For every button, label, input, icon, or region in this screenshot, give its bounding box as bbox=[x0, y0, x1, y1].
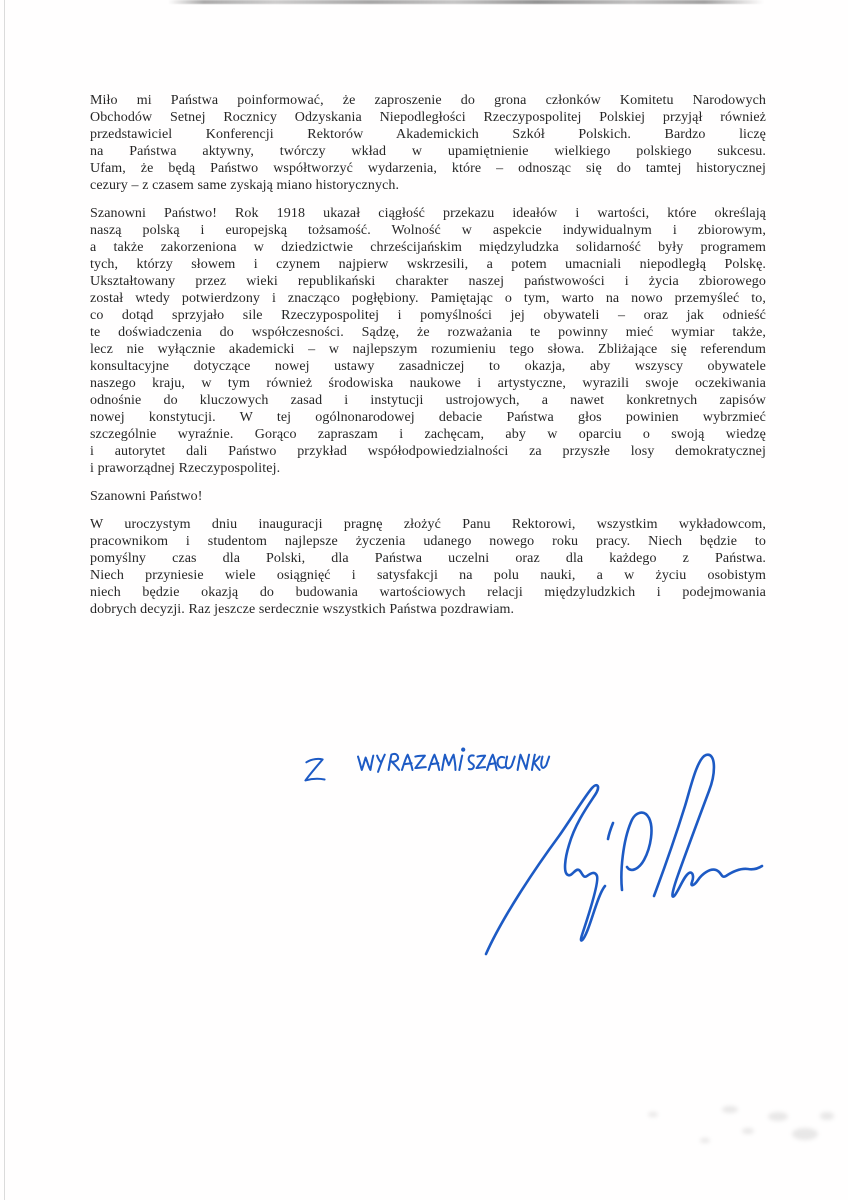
letter-body bbox=[90, 92, 766, 629]
text-line: Miło mi Państwa poinformować, że zaproszenie do grona członków Komitetu Narodowych bbox=[90, 93, 766, 108]
scan-smudge bbox=[700, 1138, 710, 1143]
text-line: konsultacyjne dotyczące nowej ustawy zasadniczej to okazja, aby wszyscy obywatele bbox=[90, 359, 766, 374]
scan-smudge bbox=[792, 1128, 818, 1140]
text-line: pomyślny czas dla Polski, dla Państwa uczelni oraz dla każdego z Państwa. bbox=[90, 551, 766, 566]
scan-left-edge-artifact bbox=[4, 0, 5, 1200]
paragraph-1 bbox=[90, 92, 766, 194]
text-line: Niech przyniesie wiele osiągnięć i satysfakcji na polu nauki, a w życiu osobistym bbox=[90, 568, 766, 583]
text-line: W uroczystym dniu inauguracji pragnę złożyć Panu Rektorowi, wszystkim wykładowcom, bbox=[90, 517, 766, 532]
text-line: pracownikom i studentom najlepsze życzenia udanego nowego roku pracy. Niech będzie to bbox=[90, 534, 766, 549]
salutation bbox=[90, 488, 766, 505]
text-line: został wtedy potwierdzony i znacząco pogłębiony. Pamiętając o tym, warto na nowo przemyśleć to, bbox=[90, 291, 766, 306]
text-line: nowej konstytucji. W tej ogólnonarodowej debacie Państwa głos powinien wybrzmieć bbox=[90, 410, 766, 425]
scan-smudge bbox=[768, 1112, 788, 1121]
scan-top-streak-artifact bbox=[168, 0, 764, 4]
text-line: te doświadczenia do współczesności. Sądzę, że rozważania te powinny mieć wymiar także, bbox=[90, 325, 766, 340]
text-line: na Państwa aktywny, twórczy wkład w upamiętnienie wielkiego polskiego sukcesu. bbox=[90, 144, 766, 159]
signature bbox=[458, 742, 770, 994]
text-line: przedstawiciel Konferencji Rektorów Akademickich Szkół Polskich. Bardzo liczę bbox=[90, 127, 766, 142]
text-line: lecz nie wyłącznie akademicki – w najlepszym rozumieniu tego słowa. Zbliżające się referendum bbox=[90, 342, 766, 357]
paragraph-3 bbox=[90, 516, 766, 618]
text-line: dobrych decyzji. Raz jeszcze serdecznie wszystkich Państwa pozdrawiam. bbox=[90, 602, 515, 617]
text-line: Ukształtowany przez wieki republikański charakter naszej państwowości i życia zbiorowego bbox=[90, 274, 766, 289]
text-line: a także zakorzeniona w dziedzictwie chrześcijańskim międzyludzka solidarność były programem bbox=[90, 240, 766, 255]
scan-smudge bbox=[742, 1128, 754, 1134]
text-line: Szanowni Państwo! Rok 1918 ukazał ciągłość przekazu ideałów i wartości, które określają bbox=[90, 206, 766, 221]
text-line: odnośnie do kluczowych zasad i instytucji ustrojowych, a nawet konkretnych zapisów bbox=[90, 393, 766, 408]
text-line: tych, którzy słowem i czynem najpierw wskrzesili, a potem umacniali niepodległą Polskę. bbox=[90, 257, 766, 272]
scan-smudge bbox=[820, 1112, 834, 1120]
text-line: szczególnie wyraźnie. Gorąco zapraszam i zachęcam, aby w oparciu o swoją wiedzę bbox=[90, 427, 766, 442]
text-line: Obchodów Setnej Rocznicy Odzyskania Niepodległości Rzeczypospolitej Polskiej przyjął również bbox=[90, 110, 766, 125]
signature-ink bbox=[486, 755, 762, 954]
scan-smudge bbox=[648, 1112, 658, 1117]
text-line: naszego kraju, w tym również środowiska naukowe i artystyczne, wyrazili swoje oczekiwania bbox=[90, 376, 766, 391]
text-line: cezury – z czasem same zyskają miano historycznych. bbox=[90, 178, 400, 193]
text-line: co dotąd sprzyjało sile Rzeczypospolitej i pomyślności jej obywateli – oraz jak odnieść bbox=[90, 308, 766, 323]
text-line: i praworządnej Rzeczypospolitej. bbox=[90, 461, 281, 476]
paragraph-2 bbox=[90, 205, 766, 477]
text-line: Ufam, że będą Państwo współtworzyć wydarzenia, które – odnosząc się do tamtej historycznej bbox=[90, 161, 766, 176]
text-line: i autorytet dali Państwo przykład współodpowiedzialności za przyszłe losy demokratycznej bbox=[90, 444, 766, 459]
text-line: Szanowni Państwo! bbox=[90, 489, 203, 504]
text-line: niech będzie okazją do budowania wartościowych relacji międzyludzkich i podejmowania bbox=[90, 585, 766, 600]
text-line: naszą polską i europejską tożsamość. Wolność w aspekcie indywidualnym i zbiorowym, bbox=[90, 223, 766, 238]
scan-smudge bbox=[722, 1106, 738, 1113]
